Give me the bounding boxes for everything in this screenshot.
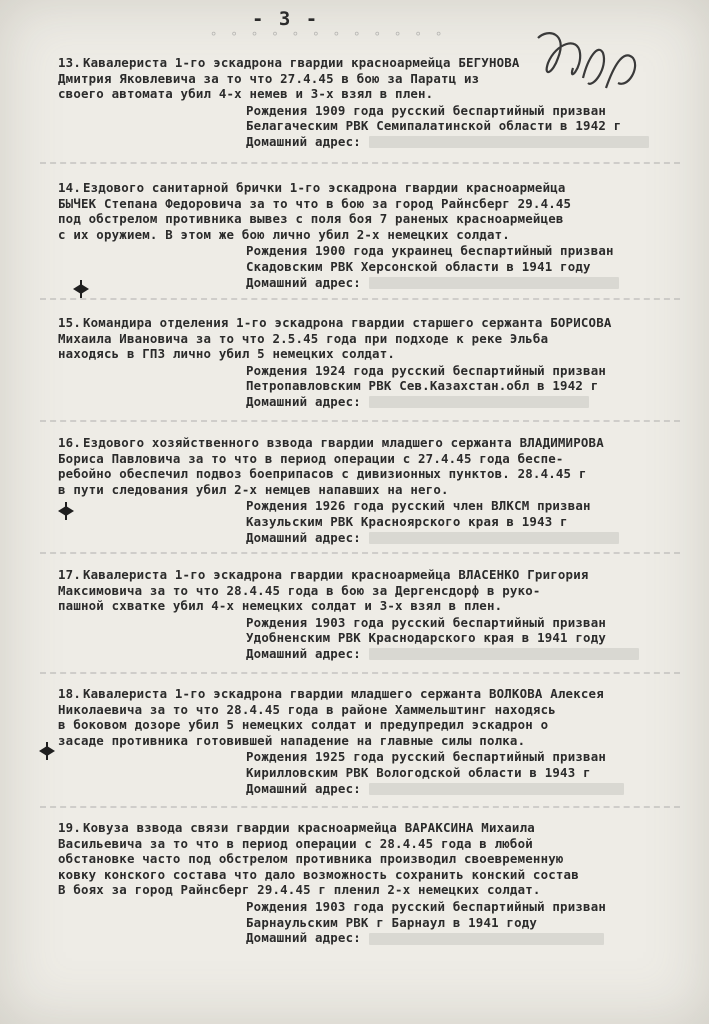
conscription-line: Казульским РВК Красноярского края в 1943 г (246, 513, 568, 529)
entry-number: 13. (58, 55, 81, 70)
redacted-address (369, 532, 619, 544)
entry-details (246, 749, 683, 796)
birth-line: Рождения 1925 года русский беспартийный призван (246, 749, 607, 765)
redacted-address (369, 783, 624, 795)
entry-number: 16. (58, 435, 81, 450)
conscription-line: Белагаческим РВК Семипалатинской области в 1942 г (246, 118, 622, 134)
redacted-address (369, 933, 604, 945)
punch-hole-icon (36, 740, 58, 762)
redacted-address (369, 396, 589, 408)
entry-text: Кавалериста 1-го эскадрона гвардии красноармейца БЕГУНОВА Дмитрия Яковлевича за то что 27.4.45 в бою за Паратц из своего автомата убил 4-х немев и 3-х взял в плен. (58, 55, 520, 102)
award-entry (58, 686, 683, 796)
redacted-address (369, 277, 619, 289)
award-entry (58, 55, 683, 150)
entry-number: 15. (58, 315, 81, 330)
birth-line: Рождения 1924 года русский беспартийный призван (246, 362, 607, 378)
entry-details (246, 899, 683, 946)
entry-text: Командира отделения 1-го эскадрона гвардии старшего сержанта БОРИСОВА Михаила Ивановича за то что 2.5.45 года при подходе к реке Эльба находясь в ГПЗ лично убил 5 немецких солдат. (58, 315, 612, 362)
address-line (246, 530, 683, 546)
separator-marks (40, 552, 680, 556)
address-label: Домашний адрес: (246, 645, 361, 661)
address-line (246, 134, 683, 150)
entry-text: Кавалериста 1-го эскадрона гвардии красноармейца ВЛАСЕНКО Григория Максимовича за то что 28.4.45 года в бою за Дергенсдорф в руко- пашной схватке убил 4-х немецких солдат и 3-х взял в плен. (58, 567, 589, 614)
award-entry (58, 180, 683, 290)
entry-number: 17. (58, 567, 81, 582)
conscription-line: Барнаульским РВК г Барнаул в 1941 году (246, 914, 538, 930)
award-entry (58, 820, 683, 946)
faded-stamp-marks: ° ° ° ° ° ° ° ° ° ° ° ° (210, 30, 446, 44)
separator-marks (40, 672, 680, 676)
entry-details (246, 498, 683, 545)
entry-number: 14. (58, 180, 81, 195)
entry-number: 19. (58, 820, 81, 835)
entry-text: Ковуза взвода связи гвардии красноармейца ВАРАКСИНА Михаила Васильевича за то что в период операции с 28.4.45 года в любой обстановке часто под обстрелом противника производил своевременную ковку конского состава что дало возможность сохранить конский состав В боях за город Райнсберг 29.4.45 г пленил 2-х немецких солдат. (58, 820, 579, 898)
address-line (246, 930, 683, 946)
entry-details (246, 243, 683, 290)
conscription-line: Скадовским РВК Херсонской области в 1941 году (246, 258, 591, 274)
address-line (246, 781, 683, 797)
address-label: Домашний адрес: (246, 393, 361, 409)
separator-marks (40, 162, 680, 166)
address-label: Домашний адрес: (246, 930, 361, 946)
entry-text: Ездового санитарной брички 1-го эскадрона гвардии красноармейца БЫЧЕК Степана Федоровича за то что в бою за город Райнсберг 29.4.45 под обстрелом противника вывез с поля боя 7 раненых красноармейцев с их оружием. В этом же бою лично убил 2-х немецких солдат. (58, 180, 572, 242)
entry-text: Ездового хозяйственного взвода гвардии младшего сержанта ВЛАДИМИРОВА Бориса Павловича за то что в период операции с 27.4.45 года беспе- ребойно обеспечил подвоз боеприпасов с дивизионных пунктов. 28.4.45 г в пути следования убил 2-х немцев напавших на него. (58, 435, 604, 497)
address-line (246, 275, 683, 291)
entry-number: 18. (58, 686, 81, 701)
address-line (246, 646, 683, 662)
birth-line: Рождения 1903 года русский беспартийный призван (246, 898, 607, 914)
birth-line: Рождения 1903 года русский беспартийный призван (246, 614, 607, 630)
entry-text: Кавалериста 1-го эскадрона гвардии младшего сержанта ВОЛКОВА Алексея Николаевича за то что 28.4.45 года в районе Хаммельштинг находясь в боковом дозоре убил 5 немецких солдат и предупредил эскадрон о засаде противника готовившей нападение на главные силы полка. (58, 686, 604, 748)
redacted-address (369, 648, 639, 660)
birth-line: Рождения 1909 года русский беспартийный призван (246, 102, 607, 118)
birth-line: Рождения 1926 года русский член ВЛКСМ призван (246, 498, 591, 514)
page-number: - 3 - (252, 8, 320, 30)
separator-marks (40, 298, 680, 302)
award-entry (58, 315, 683, 410)
redacted-address (369, 136, 649, 148)
separator-marks (40, 420, 680, 424)
award-entry (58, 567, 683, 662)
conscription-line: Удобненским РВК Краснодарского края в 1941 году (246, 630, 607, 646)
address-label: Домашний адрес: (246, 780, 361, 796)
conscription-line: Кирилловским РВК Вологодской области в 1943 г (246, 764, 591, 780)
address-label: Домашний адрес: (246, 529, 361, 545)
award-entry (58, 435, 683, 545)
address-label: Домашний адрес: (246, 133, 361, 149)
conscription-line: Петропавловским РВК Сев.Казахстан.обл в 1942 г (246, 378, 599, 394)
entry-details (246, 103, 683, 150)
address-line (246, 394, 683, 410)
address-label: Домашний адрес: (246, 274, 361, 290)
separator-marks (40, 806, 680, 810)
birth-line: Рождения 1900 года украинец беспартийный призван (246, 243, 614, 259)
entry-details (246, 615, 683, 662)
entry-details (246, 363, 683, 410)
